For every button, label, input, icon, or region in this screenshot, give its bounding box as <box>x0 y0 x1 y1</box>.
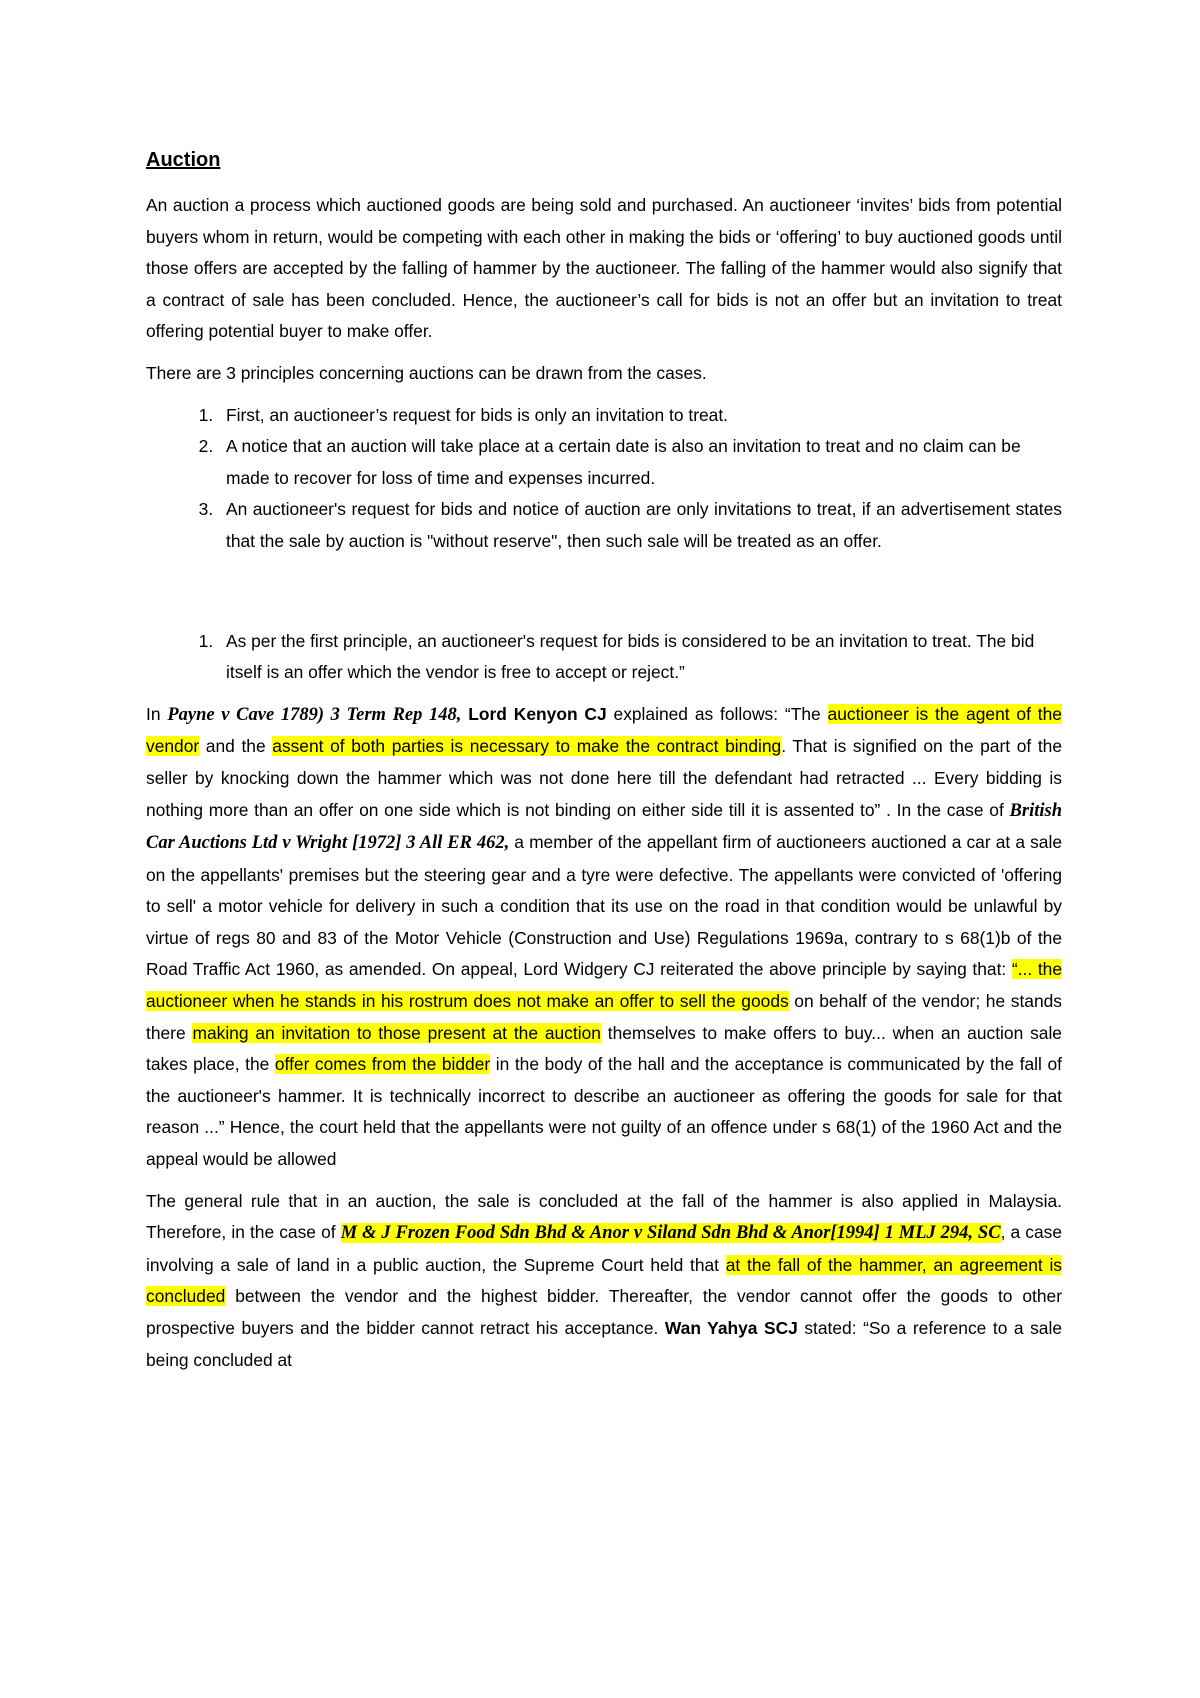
text-run: themselves to make offers to buy... when an auction sale takes place, the <box>146 1022 1062 1075</box>
first-principle-item: 1. As per the first principle, an auctioneer's request for bids is considered to be an invitation to treat. The bid itself is an offer which the vendor is free to accept or reject.” <box>218 626 1062 689</box>
principle-item-1: 1. First, an auctioneer’s request for bids is only an invitation to treat. <box>218 400 1062 432</box>
highlight-offer-from-bidder: offer comes from the bidder <box>274 1054 491 1075</box>
first-principle-list <box>146 626 1062 689</box>
text-run: . That is signified on the part of the seller by knocking down the hammer which was not done here till the defendant had retracted ... Every bidding is nothing more than an offer on one side which is not binding on either side till it is assented to” . In the case of <box>146 736 1063 820</box>
highlight-agreement-concluded: at the fall of the hammer, an agreement is concluded <box>146 1254 1063 1307</box>
highlight-assent-both-parties: assent of both parties is necessary to make the contract binding <box>272 736 782 757</box>
judge-name-wan-yahya: Wan Yahya SCJ <box>664 1318 798 1338</box>
text-run: , a case involving a sale of land in a public auction, the Supreme Court held that <box>146 1222 1063 1275</box>
case-citation-mj-frozen-food: M & J Frozen Food Sdn Bhd & Anor v Siland Sdn Bhd & Anor[1994] 1 MLJ 294, SC <box>340 1223 1001 1244</box>
malaysia-paragraph <box>146 1186 1062 1377</box>
judge-name-lord-kenyon: Lord Kenyon CJ <box>468 703 607 724</box>
payne-v-cave-paragraph <box>146 699 1062 1176</box>
text-run: and the <box>199 736 273 757</box>
text-run: explained as follows: “The <box>606 703 828 724</box>
highlight-invitation-to-those-present: making an invitation to those present at the auction <box>192 1022 601 1043</box>
text-run: in the body of the hall and the acceptance is communicated by the fall of the auctioneer's hammer. It is technically incorrect to describe an auctioneer as offering the goods for sale for that reason ...” Hence, the court held that the appellants were not guilty of an offence under s 68(1) of the 1960 Act and the appeal would be allowed <box>146 1054 1062 1170</box>
page-title: Auction <box>146 149 221 171</box>
text-run: a member of the appellant firm of auctioneers auctioned a car at a sale on the appellants' premises but the steering gear and a tyre were defective. The appellants were convicted of 'offering to sell' a motor vehicle for delivery in such a condition that its use on the road in that condition would be unlawful by virtue of regs 80 and 83 of the Motor Vehicle (Construction and Use) Regulations 1969a, contrary to s 68(1)b of the Road Traffic Act 1960, as amended. On appeal, Lord Widgery CJ reiterated the above principle by saying that: <box>146 832 1062 980</box>
text-run: In <box>146 703 168 724</box>
text-run: on behalf of the vendor; he stands there <box>146 991 1062 1043</box>
text-run: stated: “So a reference to a sale being concluded at <box>146 1318 1062 1370</box>
highlight-rostrum-quote: “... the auctioneer when he stands in his rostrum does not make an offer to sell the goods <box>146 959 1063 1012</box>
intro-paragraph: An auction a process which auctioned goods are being sold and purchased. An auctioneer ‘invites’ bids from potential buyers whom in return, would be competing with each other in making the bids or ‘offering’ to buy auctioned goods until those offers are accepted by the falling of hammer by the auctioneer. The falling of the hammer would also signify that a contract of sale has been concluded. Hence, the auctioneer’s call for bids is not an offer but an invitation to treat offering potential buyer to make offer. <box>146 195 1062 342</box>
text-run: The general rule that in an auction, the sale is concluded at the fall of the hammer is also applied in Malaysia. Therefore, in the case of <box>146 1190 1062 1243</box>
principle-item-3: 3. An auctioneer's request for bids and notice of auction are only invitations to treat, if an advertisement states that the sale by auction is "without reserve", then such sale will be treated as an offer. <box>218 494 1062 557</box>
principles-list <box>146 400 1062 558</box>
principles-intro: There are 3 principles concerning auctions can be drawn from the cases. <box>146 362 707 383</box>
case-citation-british-car-auctions: British Car Auctions Ltd v Wright [1972] 3 All ER 462, <box>146 800 1062 854</box>
text-run: between the vendor and the highest bidder. Thereafter, the vendor cannot offer the goods to other prospective buyers and the bidder cannot retract his acceptance. <box>146 1286 1062 1338</box>
case-citation-payne-v-cave: Payne v Cave 1789) 3 Term Rep 148, <box>167 704 462 725</box>
principle-item-2: 2. A notice that an auction will take place at a certain date is also an invitation to treat and no claim can be made to recover for loss of time and expenses incurred. <box>218 431 1062 494</box>
highlight-agent-of-vendor: auctioneer is the agent of the vendor <box>146 703 1062 757</box>
